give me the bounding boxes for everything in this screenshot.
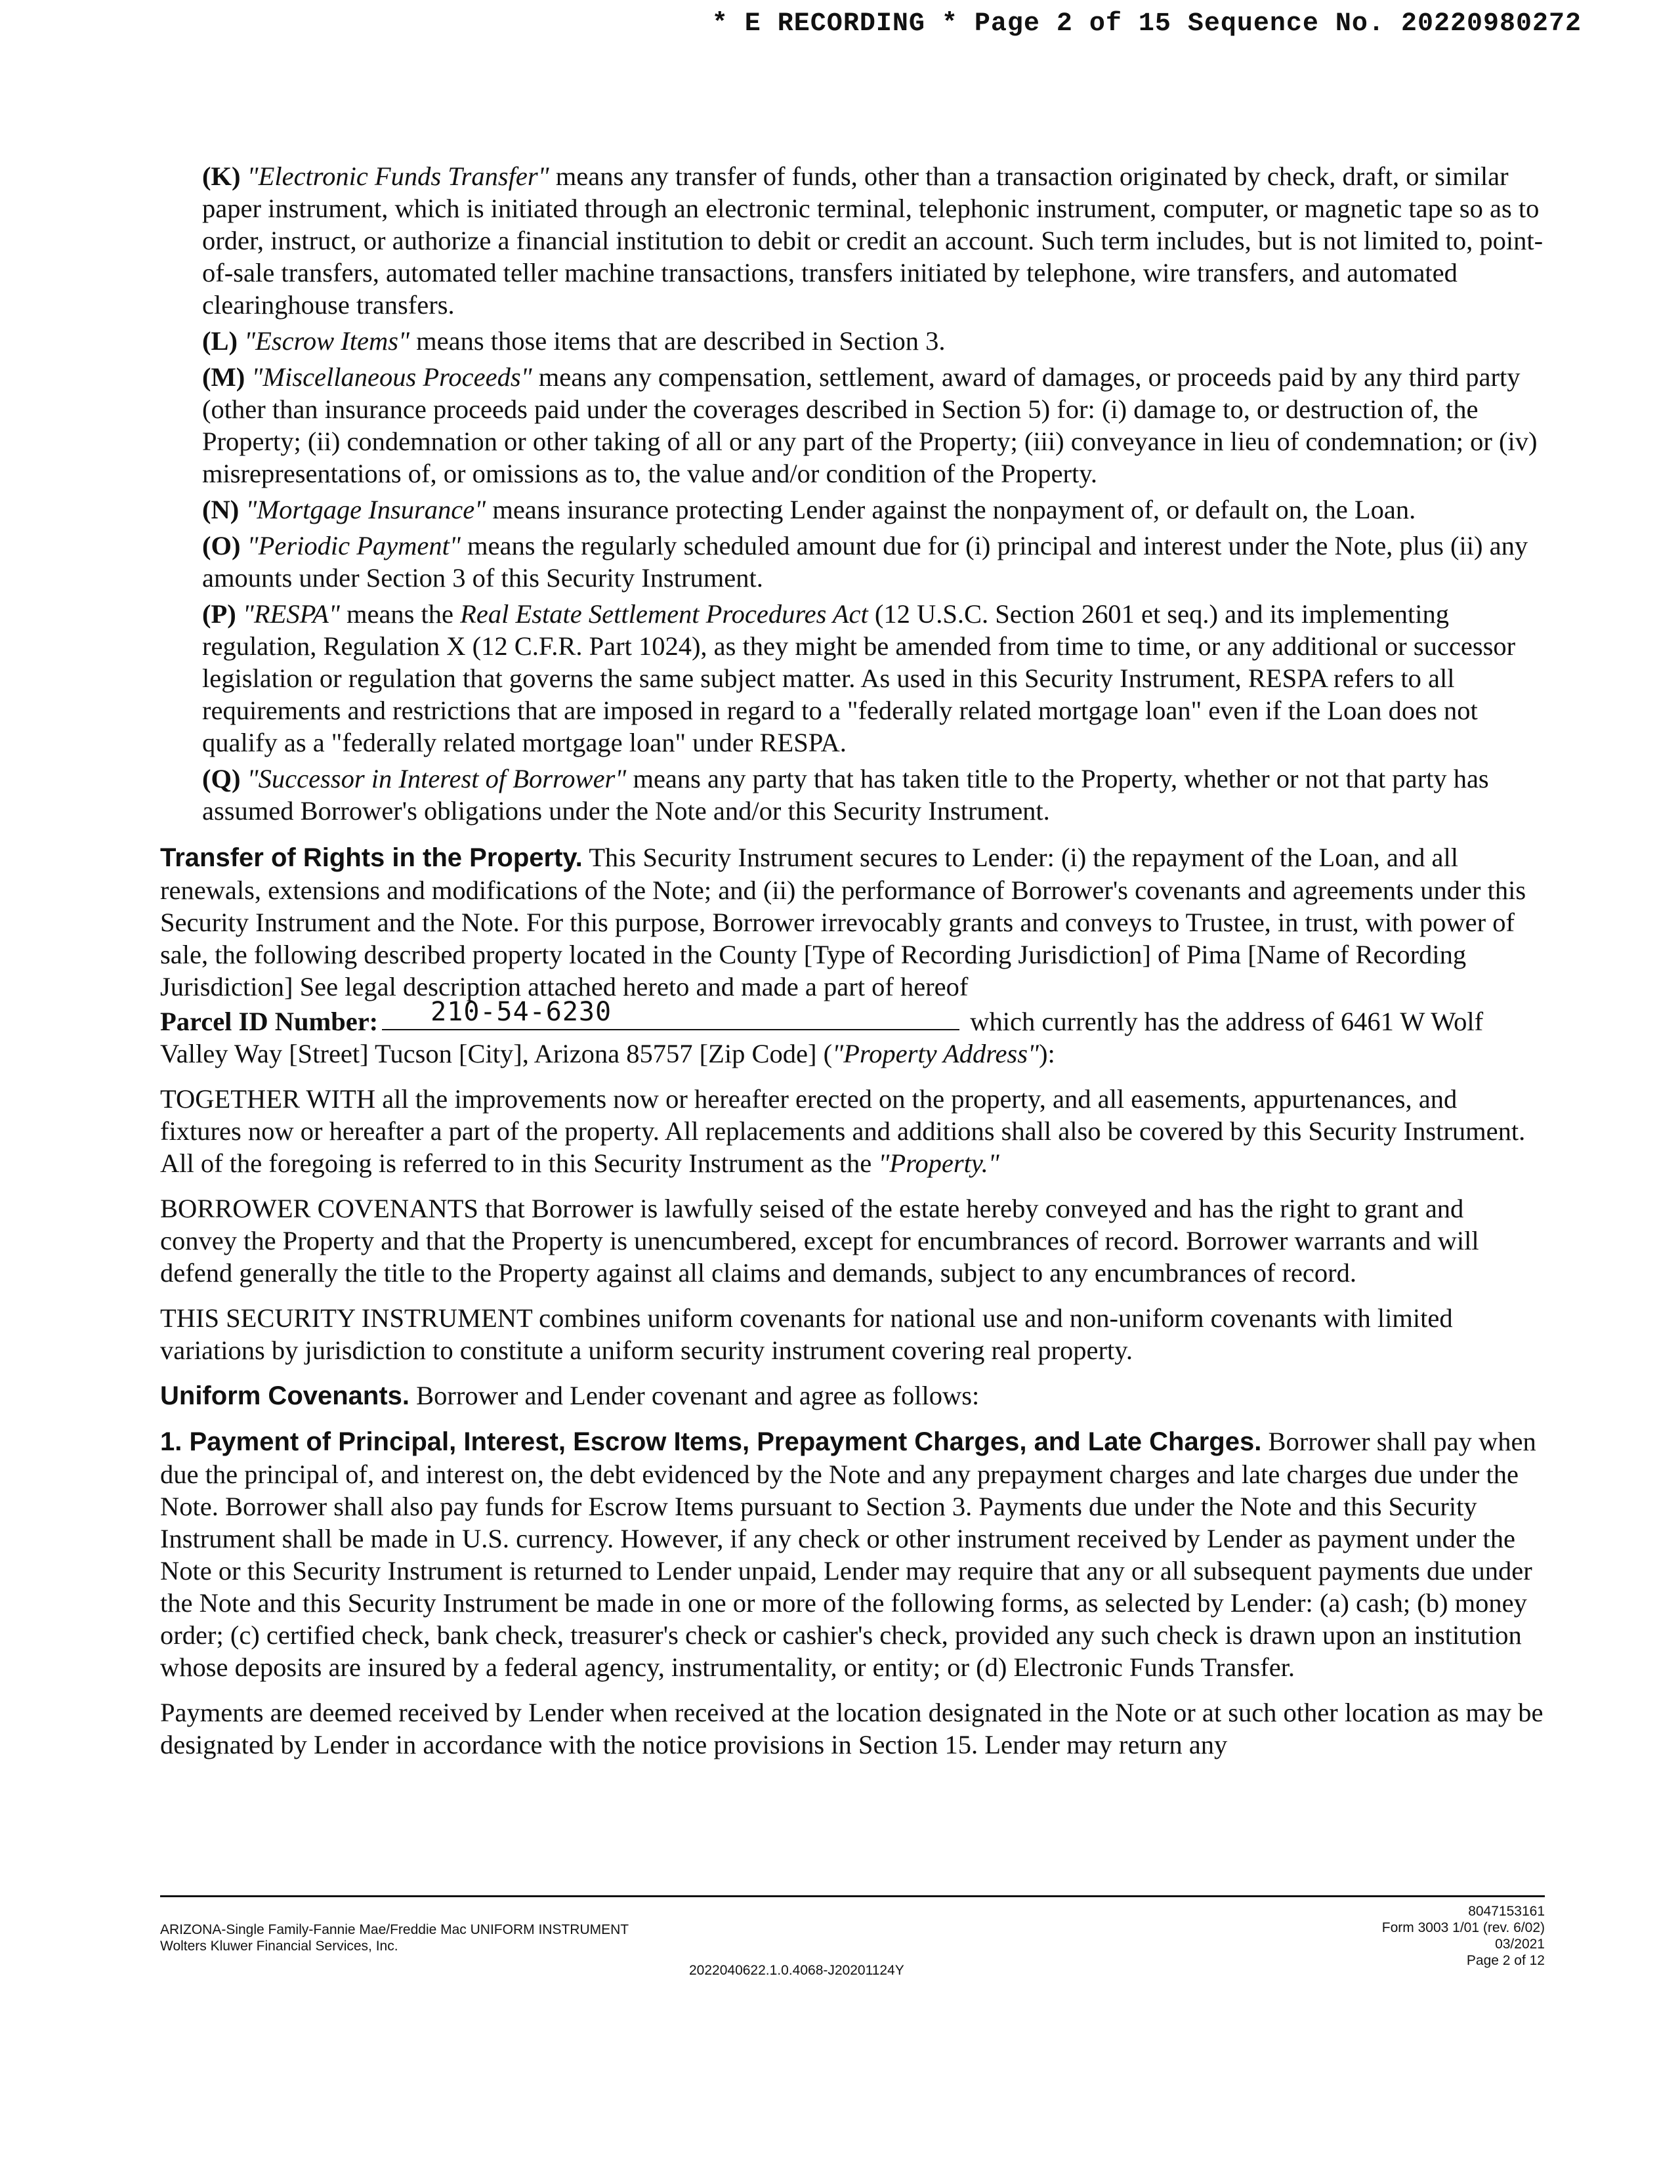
definition-label: (K) [202, 161, 241, 191]
footer-right [1382, 1903, 1545, 1969]
footer-document-id: 2022040622.1.0.4068-J20201124Y [689, 1963, 904, 1978]
definition-term: "Periodic Payment" [247, 531, 461, 560]
parcel-id-label: Parcel ID Number: [160, 1007, 379, 1036]
definition-term: "RESPA" [242, 599, 340, 629]
parcel-paragraph [160, 997, 1545, 1070]
property-address-term: "Property Address" [832, 1039, 1039, 1068]
transfer-of-rights-heading: Transfer of Rights in the Property. [160, 843, 583, 872]
definition-term: "Electronic Funds Transfer" [247, 161, 549, 191]
section-1-paragraph [160, 1425, 1545, 1683]
definition-term: "Escrow Items" [244, 326, 410, 356]
definition-l [202, 325, 1545, 357]
footer-form-date: 03/2021 [1495, 1937, 1545, 1952]
definition-text-before: means the [339, 599, 461, 629]
footer-page-number: Page 2 of 12 [1466, 1953, 1545, 1968]
uniform-covenants-paragraph [160, 1379, 1545, 1412]
parcel-address-text: which currently has the address of 6461 W Wolf Valley Way [Street] Tucson [City], Arizona 85757 [Zip Code] ( [160, 1007, 1484, 1068]
footer-loan-number: 8047153161 [1468, 1904, 1545, 1919]
uniform-covenants-text: Borrower and Lender covenant and agree as follows: [410, 1381, 980, 1410]
definition-text: means any transfer of funds, other than a transaction originated by check, draft, or similar paper instrument, which is initiated through an electronic terminal, telephonic instrument, computer, or magnetic tape so as to order, instruct, or authorize a financial institution to debit or credit an account. Such term includes, but is not limited to, point-of-sale transfers, automated teller machine transactions, transfers initiated by telephone, wire transfers, and automated clearinghouse transfers. [202, 161, 1544, 320]
definition-label: (O) [202, 531, 241, 560]
footer-left [160, 1922, 629, 1954]
borrower-covenants-paragraph: BORROWER COVENANTS that Borrower is lawfully seised of the estate hereby conveyed and has the right to grant and convey the Property and that the Property is unencumbered, except for encumbrances of record. Borrower warrants and will defend generally the title to the Property against all claims and demands, subject to any encumbrances of record. [160, 1194, 1479, 1288]
definition-label: (L) [202, 326, 238, 356]
parcel-id-value: 210-54-6230 [430, 997, 612, 1027]
definition-term: "Mortgage Insurance" [245, 495, 486, 524]
definition-text: (12 U.S.C. Section 2601 et seq.) and its implementing regulation, Regulation X (12 C.F.R. Part 1024), as they might be amended from time to time, or any additional or successor legislation or regulation that governs the same subject matter. As used in this Security Instrument, RESPA refers to all requirements and restrictions that are imposed in regard to a "federally related mortgage loan" even if the Loan does not qualify as a "federally related mortgage loan" under RESPA. [202, 599, 1516, 757]
parcel-end: ): [1038, 1039, 1055, 1068]
definition-p [202, 598, 1545, 759]
uniform-covenants-heading: Uniform Covenants. [160, 1381, 410, 1410]
security-instrument-paragraph: THIS SECURITY INSTRUMENT combines uniform covenants for national use and non-uniform covenants with limited variations by jurisdiction to constitute a uniform security instrument covering real property. [160, 1303, 1453, 1365]
definition-text: means insurance protecting Lender against the nonpayment of, or default on, the Loan. [486, 495, 1416, 524]
together-with-paragraph [160, 1083, 1545, 1179]
transfer-of-rights-paragraph [160, 841, 1545, 1003]
definition-n [202, 494, 1545, 526]
property-term: "Property." [878, 1148, 999, 1178]
definition-label: (Q) [202, 764, 241, 793]
section-1-text: Borrower shall pay when due the principal of, and interest on, the debt evidenced by the Note and any prepayment charges and late charges due under the Note. Borrower shall also pay funds for Escrow Items pursuant to Section 3. Payments due under the Note and this Security Instrument shall be made in U.S. currency. However, if any check or other instrument received by Lender as payment under the Note or this Security Instrument is returned to Lender unpaid, Lender may require that any or all subsequent payments due under the Note and this Security Instrument be made in one or more of the following forms, as selected by Lender: (a) cash; (b) money order; (c) certified check, bank check, treasurer's check or cashier's check, provided any such check is drawn upon an institution whose deposits are insured by a federal agency, instrumentality, or entity; or (d) Electronic Funds Transfer. [160, 1427, 1536, 1682]
footer-divider [160, 1895, 1545, 1897]
section-1-heading: 1. Payment of Principal, Interest, Escrow Items, Prepayment Charges, and Late Charges. [160, 1427, 1262, 1456]
transfer-of-rights-text: This Security Instrument secures to Lender: (i) the repayment of the Loan, and all renewals, extensions and modifications of the Note; and (ii) the performance of Borrower's covenants and agreements under this Security Instrument and the Note. For this purpose, Borrower irrevocably grants and conveys to Trustee, in trust, with power of sale, the following described property located in the County [Type of Recording Jurisdiction] of Pima [Name of Recording Jurisdiction] See legal description attached hereto and made a part of hereof [160, 843, 1526, 1001]
together-with-text: TOGETHER WITH all the improvements now or hereafter erected on the property, and all easements, appurtenances, and fixtures now or hereafter a part of the property. All replacements and additions shall also be covered by this Security Instrument. All of the foregoing is referred to in this Security Instrument as the [160, 1084, 1526, 1178]
definition-text: means any party that has taken title to the Property, whether or not that party has assumed Borrower's obligations under the Note and/or this Security Instrument. [202, 764, 1489, 826]
document-body [160, 160, 1545, 1774]
definition-term: "Successor in Interest of Borrower" [247, 764, 627, 793]
payments-received-paragraph: Payments are deemed received by Lender when received at the location designated in the Note or at such other location as may be designated by Lender in accordance with the notice provisions in Section 15. Lender may return any [160, 1698, 1544, 1759]
footer-form-number: Form 3003 1/01 (rev. 6/02) [1381, 1920, 1545, 1935]
definition-label: (P) [202, 599, 236, 629]
definition-text: means the regularly scheduled amount due for (i) principal and interest under the Note, plus (ii) any amounts under Section 3 of this Security Instrument. [202, 531, 1528, 593]
definition-m [202, 361, 1545, 490]
recording-header: * E RECORDING * Page 2 of 15 Sequence No. 20220980272 [711, 9, 1582, 39]
footer-form-title: ARIZONA-Single Family-Fannie Mae/Freddie Mac UNIFORM INSTRUMENT [160, 1922, 629, 1937]
definition-o [202, 530, 1545, 594]
definition-text: means any compensation, settlement, award of damages, or proceeds paid by any third party (other than insurance proceeds paid under the coverages described in Section 5) for: (i) damage to, or destruction of, the Property; (ii) condemnation or other taking of all or any part of the Property; (iii) conveyance in lieu of condemnation; or (iv) misrepresentations of, or omissions as to, the value and/or condition of the Property. [202, 362, 1538, 488]
respa-act-title: Real Estate Settlement Procedures Act [460, 599, 868, 629]
definition-q [202, 763, 1545, 827]
parcel-id-line [382, 997, 959, 1030]
footer-publisher: Wolters Kluwer Financial Services, Inc. [160, 1939, 398, 1954]
definition-term: "Miscellaneous Proceeds" [251, 362, 532, 392]
definition-label: (M) [202, 362, 245, 392]
definition-k [202, 160, 1545, 321]
definition-text: means those items that are described in Section 3. [409, 326, 946, 356]
definition-label: (N) [202, 495, 240, 524]
